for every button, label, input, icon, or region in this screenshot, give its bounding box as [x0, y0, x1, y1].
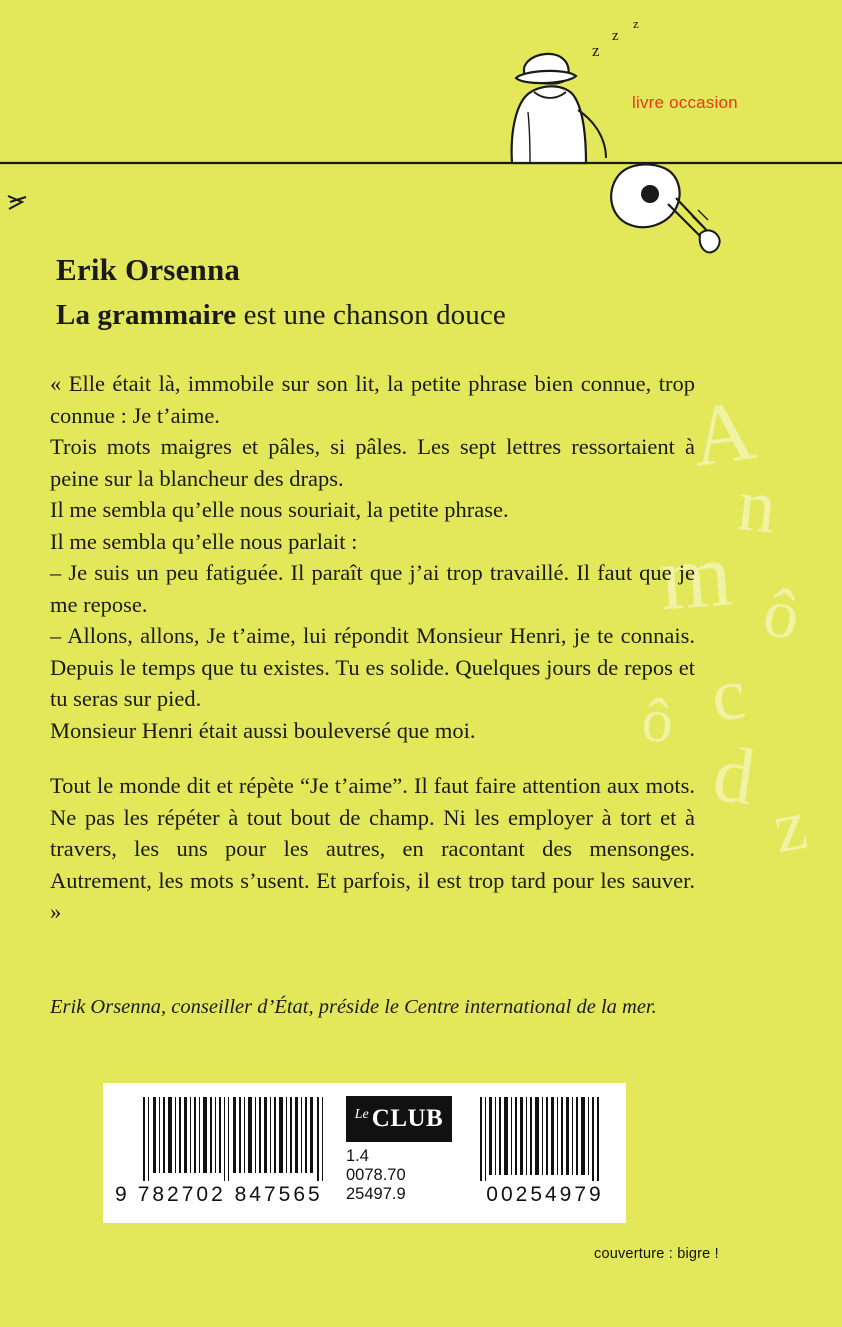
addon-number: 00254979 [486, 1183, 604, 1206]
svg-text:z: z [592, 41, 600, 60]
publisher-code-line: 0078.70 [346, 1166, 406, 1184]
cover-credit: couverture : bigre ! [594, 1246, 719, 1262]
excerpt-paragraph: – Allons, allons, Je t’aime, lui répondit Monsieur Henri, je te connais. Depuis le temps que tu existes. Tu es solide. Quelques jours de repos et tu seras sur pied. [50, 623, 695, 711]
book-title-rest: est une chanson douce [236, 299, 506, 331]
watermark-letter: n [733, 462, 781, 550]
publisher-code-line: 25497.9 [346, 1185, 406, 1203]
isbn-barcode-bars [141, 1097, 327, 1181]
excerpt-paragraph: – Je suis un peu fatiguée. Il paraît que j’ai trop travaillé. Il faut que je me repose. [50, 560, 695, 617]
isbn-main-digits: 782702 847565 [137, 1183, 323, 1206]
cover-illustration [0, 0, 842, 270]
watermark-letter: m [656, 522, 736, 630]
seated-figure-icon [512, 54, 606, 163]
second-hand-annotation: livre occasion [632, 93, 738, 112]
watermark-letter: d [708, 729, 760, 823]
guitar-icon [611, 164, 719, 252]
watermark-letter: z [767, 783, 813, 869]
isbn-barcode [141, 1097, 327, 1181]
addon-barcode-bars [478, 1097, 604, 1181]
excerpt-text [50, 368, 695, 928]
paragraph-spacer [50, 746, 695, 770]
publisher-code-line: 1.4 [346, 1147, 369, 1165]
sleep-zzz-icon [592, 16, 639, 60]
bird-mark-icon [8, 196, 26, 209]
author-bio: Erik Orsenna, conseiller d’État, préside le Centre international de la mer. [50, 996, 657, 1018]
excerpt-paragraph: « Elle était là, immobile sur son lit, la petite phrase bien connue, trop connue : Je t’aime. [50, 371, 695, 428]
excerpt-paragraph: Trois mots maigres et pâles, si pâles. Les sept lettres ressortaient à peine sur la blancheur des draps. [50, 434, 695, 491]
watermark-letter: c [707, 652, 750, 738]
watermark-letter: A [685, 381, 761, 485]
illustration-svg [0, 0, 842, 270]
excerpt-paragraph: Monsieur Henri était aussi bouleversé que moi. [50, 717, 476, 743]
isbn-number [115, 1183, 333, 1207]
svg-text:z: z [612, 28, 619, 44]
watermark-letter: ô [757, 573, 806, 656]
author-name: Erik Orsenna [56, 252, 241, 287]
barcode-block [103, 1083, 626, 1223]
book-title [56, 299, 506, 332]
watermark-letter: ô [639, 686, 676, 756]
publisher-logo [346, 1096, 452, 1142]
addon-barcode [478, 1097, 604, 1181]
excerpt-paragraph: Tout le monde dit et répète “Je t’aime”. Il faut faire attention aux mots. Ne pas les répéter à tout bout de champ. Ni les employer à tort et à travers, les uns pour les autres, en racontant des mensonges. Autrement, les mots s’usent. Et parfois, il est trop tard pour les sauver. » [50, 773, 695, 924]
excerpt-paragraph: Il me sembla qu’elle nous parlait : [50, 528, 358, 554]
excerpt-paragraph: Il me sembla qu’elle nous souriait, la petite phrase. [50, 497, 509, 522]
svg-text:z: z [633, 16, 639, 31]
book-title-lead: La grammaire [56, 299, 237, 331]
isbn-first-digit: 9 [115, 1183, 130, 1206]
publisher-logo-club: CLUB [371, 1105, 444, 1132]
publisher-logo-le: Le [354, 1107, 369, 1122]
publisher-codes [346, 1147, 452, 1204]
